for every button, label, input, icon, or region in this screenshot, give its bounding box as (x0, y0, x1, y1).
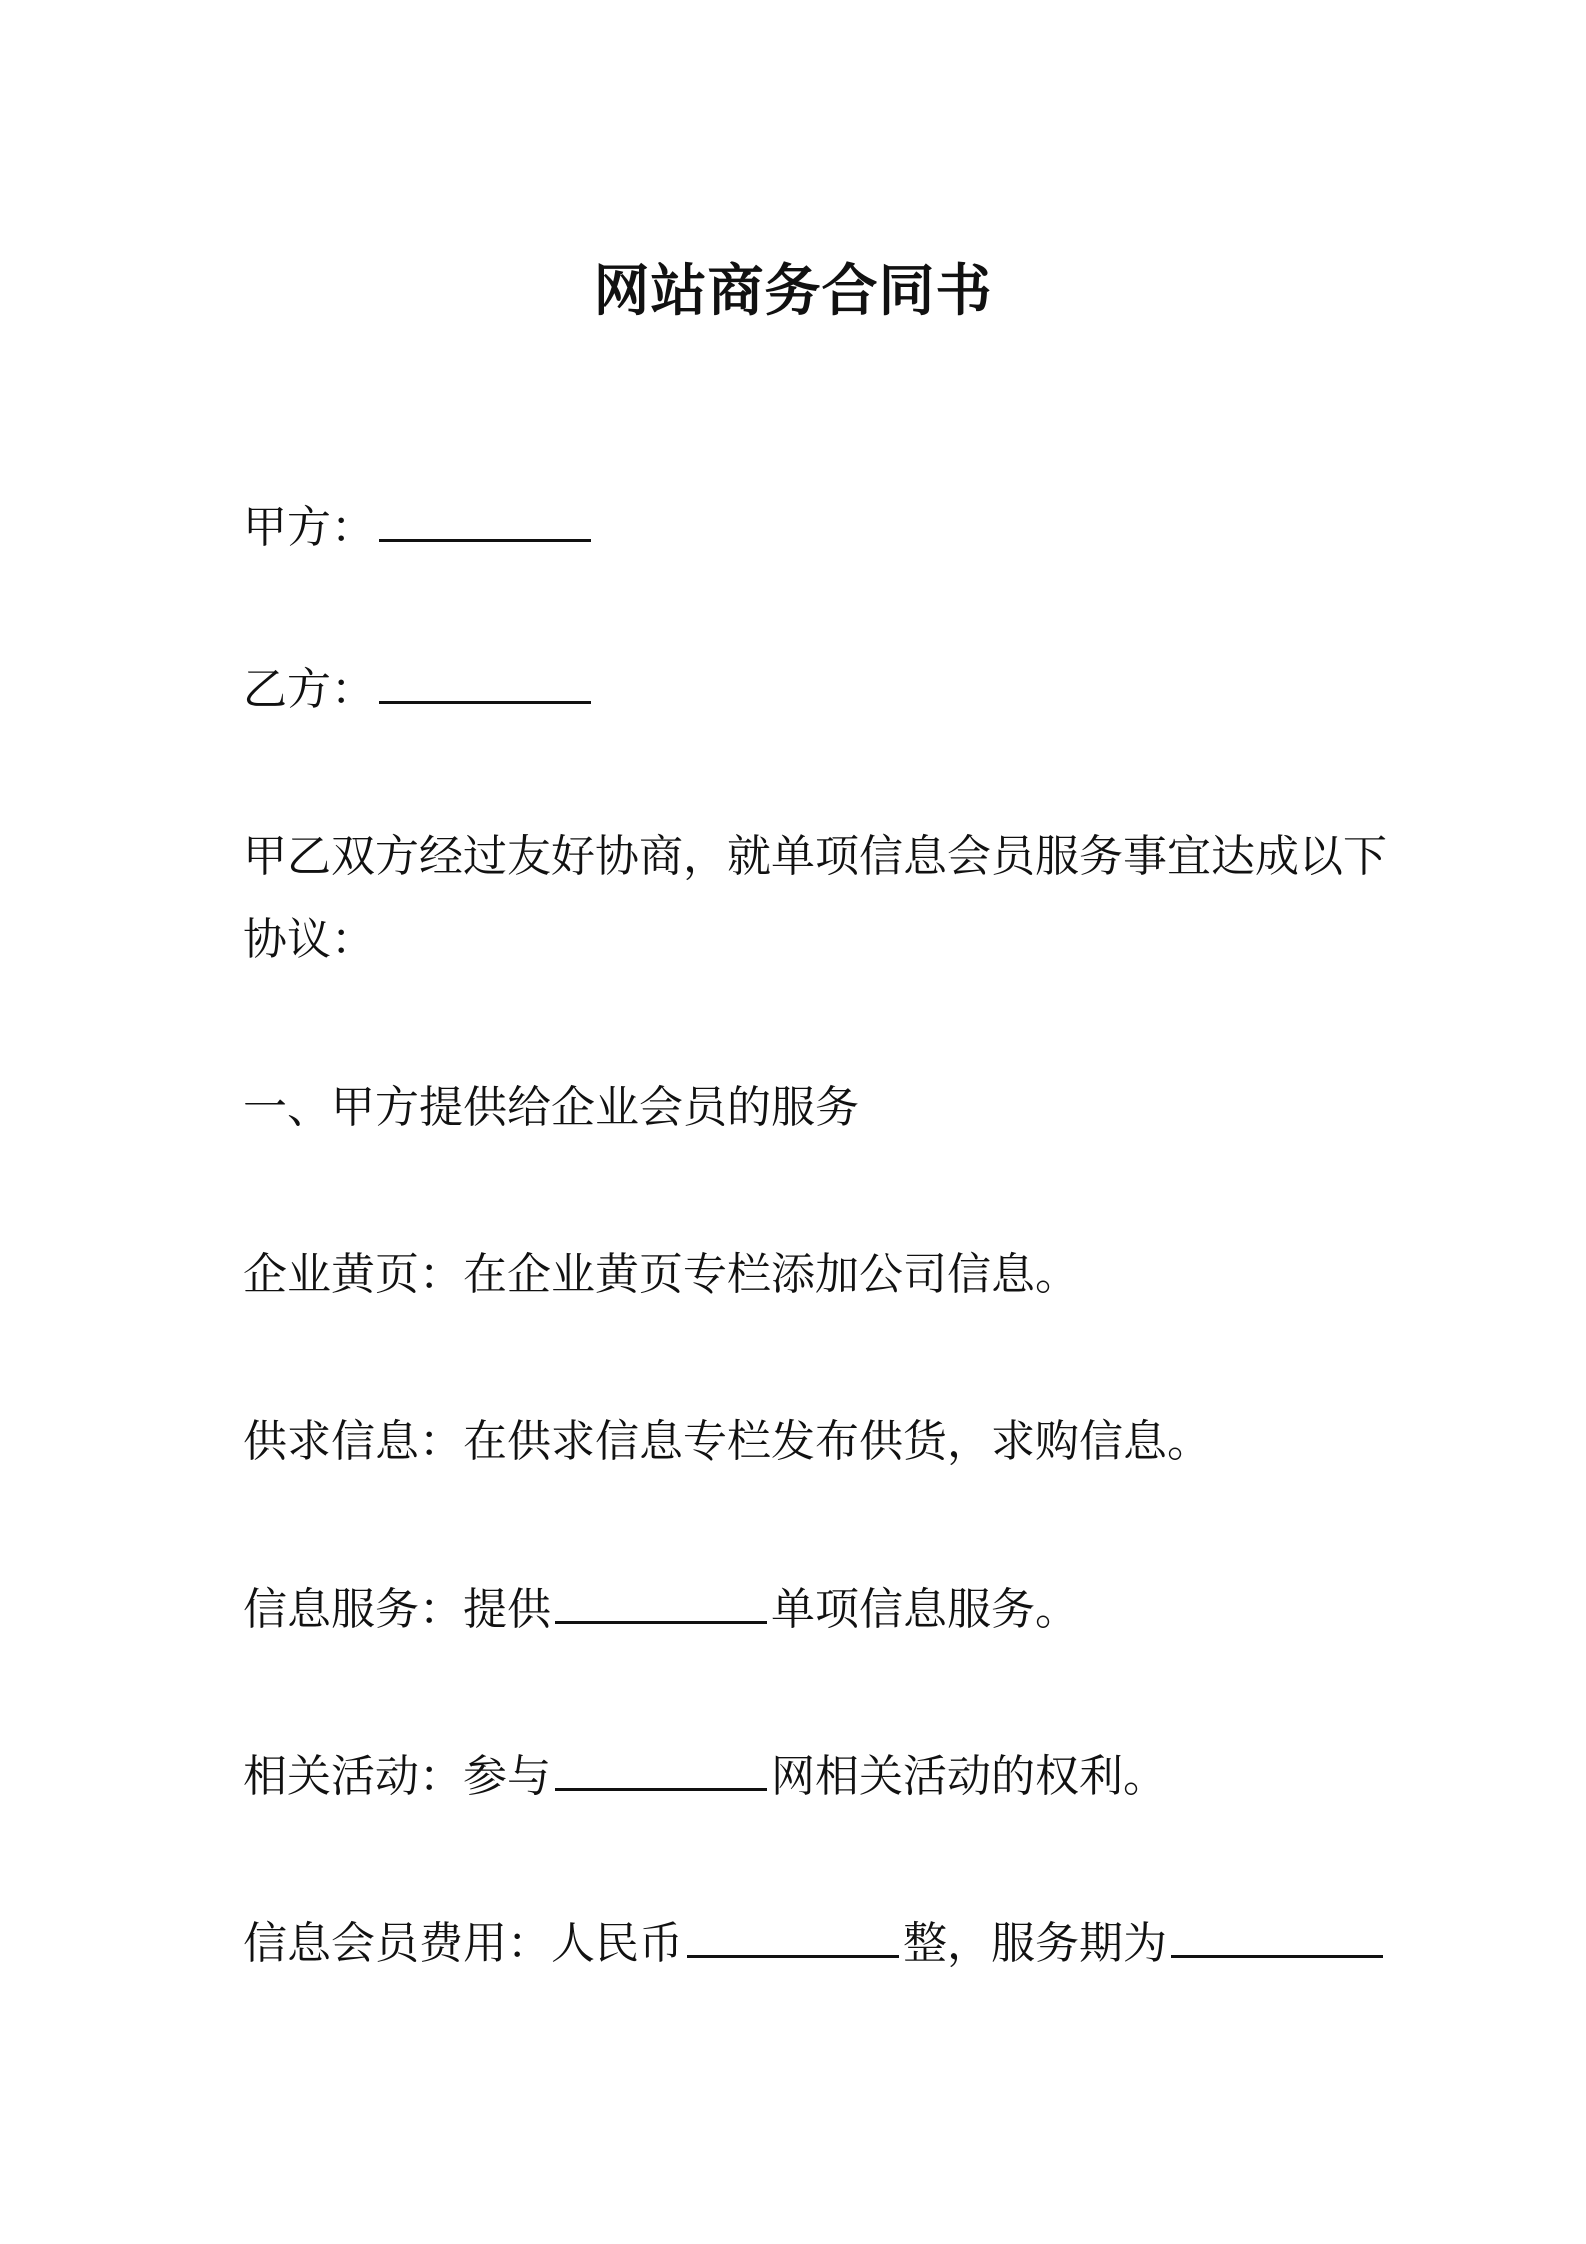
service-period-blank (1171, 1921, 1383, 1958)
document-title: 网站商务合同书 (593, 259, 993, 324)
info-service-line (243, 1568, 1353, 1652)
party-b-line (243, 648, 1353, 732)
activities-blank (555, 1754, 767, 1791)
party-a-line (243, 486, 1353, 570)
yellow-pages-line: 企业黄页：在企业黄页专栏添加公司信息。 (243, 1249, 1079, 1300)
fee-prefix: 信息会员费用：人民币 (243, 1918, 683, 1969)
info-service-prefix: 信息服务：提供 (243, 1584, 551, 1635)
party-a-blank (379, 505, 591, 542)
supply-demand-line: 供求信息：在供求信息专栏发布供货，求购信息。 (243, 1416, 1211, 1467)
activities-suffix: 网相关活动的权利。 (771, 1751, 1167, 1802)
fee-middle: 整，服务期为 (903, 1918, 1167, 1969)
fee-amount-blank (687, 1921, 899, 1958)
party-b-blank (379, 667, 591, 704)
info-service-suffix: 单项信息服务。 (771, 1584, 1079, 1635)
intro-line-2: 协议： (243, 914, 375, 965)
info-service-blank (555, 1587, 767, 1624)
activities-line (243, 1735, 1353, 1819)
section-1-heading: 一、甲方提供给企业会员的服务 (243, 1082, 859, 1133)
party-a-label: 甲方： (243, 502, 375, 553)
activities-prefix: 相关活动：参与 (243, 1751, 551, 1802)
intro-line-1: 甲乙双方经过友好协商，就单项信息会员服务事宜达成以下 (243, 831, 1387, 882)
party-b-label: 乙方： (243, 664, 375, 715)
fee-line (243, 1902, 1353, 1986)
